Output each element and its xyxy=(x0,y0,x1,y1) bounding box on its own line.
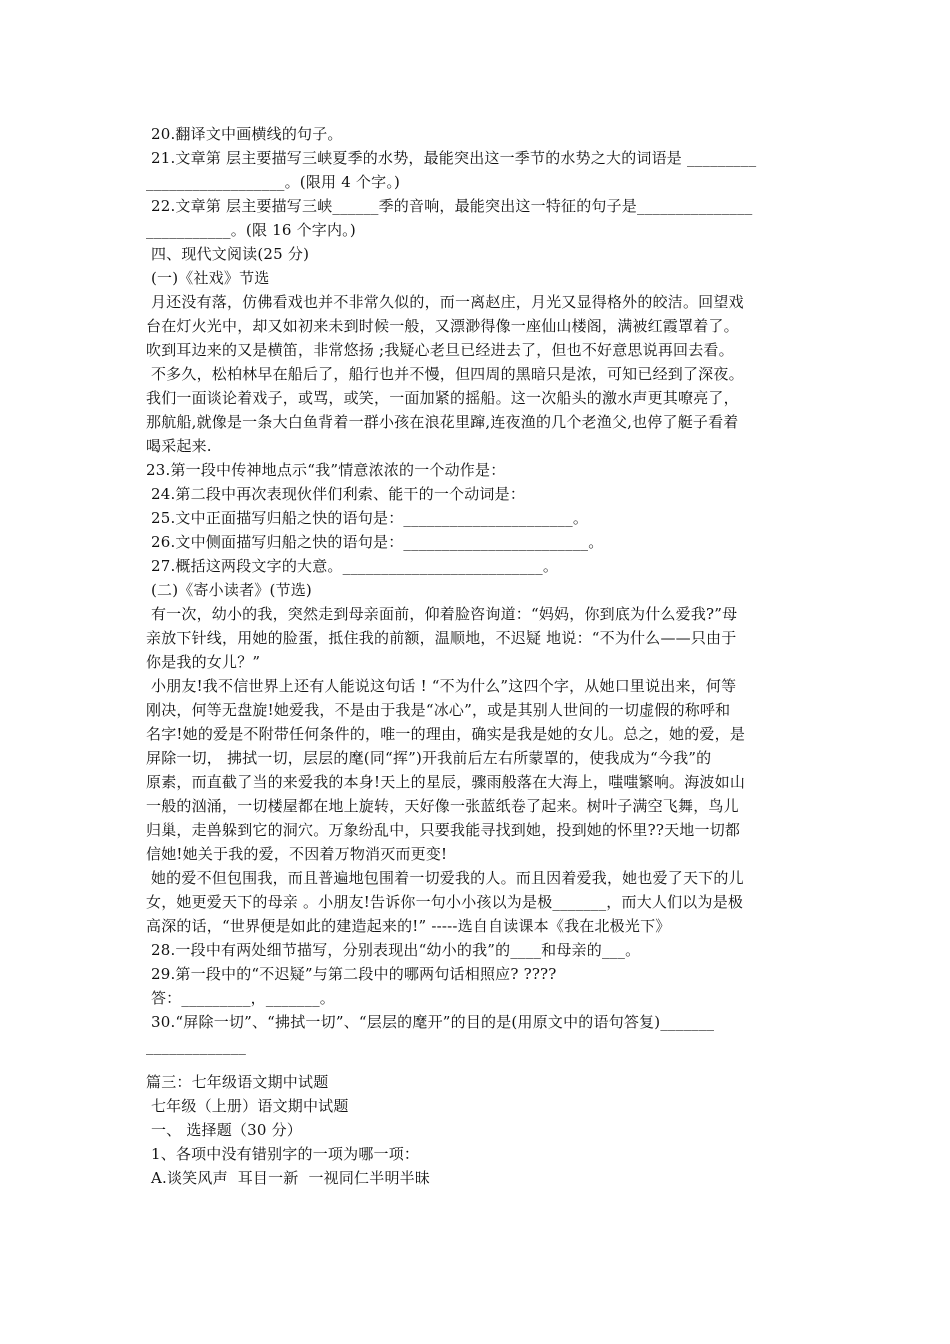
passage-1-line: 吹到耳边来的又是横笛，非常悠扬 ;我疑心老旦已经进去了，但也不好意思说再回去看。 xyxy=(146,341,734,359)
passage-2-line: 有一次，幼小的我，突然走到母亲面前，仰着脸咨询道：“妈妈，你到底为什么爱我?”母 xyxy=(146,605,738,623)
question-25: 25.文中正面描写归船之快的语句是：______________________。 xyxy=(146,509,589,527)
question-22: 22.文章第 层主要描写三峡______季的音响，最能突出这一特征的句子是_______________ xyxy=(146,197,753,215)
passage-2-line: 归巢，走兽躲到它的洞穴。万象纷乱中，只要我能寻找到她，投到她的怀里??天地一切都 xyxy=(146,821,741,839)
question-28: 28.一段中有两处细节描写，分别表现出“幼小的我”的____和母亲的___。 xyxy=(146,941,641,959)
section-gap xyxy=(146,1058,810,1070)
passage-2-line: 女，她更爱天下的母亲 。小朋友!告诉你一句小小孩以为是极_______，而大人们以为是极 xyxy=(146,893,744,911)
passage-2-line: 你是我的女儿？” xyxy=(146,653,261,671)
question-1: 1、各项中没有错别字的一项为哪一项： xyxy=(146,1145,420,1163)
question-24: 24.第二段中再次表现伙伴们利索、能干的一个动词是： xyxy=(146,485,526,503)
part-3-title: 篇三：七年级语文期中试题 xyxy=(146,1073,329,1091)
passage-2-line: 小朋友!我不信世界上还有人能说这句话 ! “不为什么”这四个字，从她口里说出来，何等 xyxy=(146,677,737,695)
passage-2-line: 名字!她的爱是不附带任何条件的，唯一的理由，确实是我是她的女儿。总之，她的爱，是 xyxy=(146,725,746,743)
passage-1-line: 我们一面谈论着戏子，或骂，或笑，一面加紧的摇船。这一次船头的激水声更其嘹亮了， xyxy=(146,389,739,407)
question-23: 23.第一段中传神地点示“我”情意浓浓的一个动作是： xyxy=(146,461,506,479)
passage-2-line: 原素，而直截了当的来爱我的本身!天上的星辰，骤雨般落在大海上，嗤嗤繁响。海波如山 xyxy=(146,773,746,791)
passage-2-line: 刚决，何等无盘旋!她爱我，不是由于我是“冰心”，或是其别人世间的一切虚假的称呼和 xyxy=(146,701,731,719)
question-26: 26.文中侧面描写归船之快的语句是：________________________。 xyxy=(146,533,604,551)
question-20: 20.翻译文中画横线的句子。 xyxy=(146,125,343,143)
passage-1-line: 不多久，松柏林早在船后了，船行也并不慢，但四周的黑暗只是浓，可知已经到了深夜。 xyxy=(146,365,744,383)
passage-1-line: 喝采起来. xyxy=(146,437,212,455)
passage-2-line: 一般的汹涌，一切楼屋都在地上旋转，天好像一张蓝纸卷了起来。树叶子满空飞舞，鸟儿 xyxy=(146,797,739,815)
exam-title: 七年级（上册）语文期中试题 xyxy=(146,1097,349,1115)
passage-2-title: (二)《寄小读者》(节选) xyxy=(146,581,312,599)
section-heading-4: 四、现代文阅读(25 分) xyxy=(146,245,310,263)
section-heading-1: 一、 选择题（30 分） xyxy=(146,1121,302,1139)
question-30: 30.“屏除一切”、“拂拭一切”、“层层的麾开”的目的是(用原文中的语句答复)_______ xyxy=(146,1013,715,1031)
question-21-cont: __________________。(限用 4 个字。) xyxy=(146,173,401,191)
passage-1-line: 台在灯火光中，却又如初来未到时候一般，又漂渺得像一座仙山楼阁，满被红霞罩着了。 xyxy=(146,317,739,335)
question-30-cont: _____________ xyxy=(146,1037,247,1055)
passage-1-title: (一)《社戏》节选 xyxy=(146,269,270,287)
passage-2-line: 亲放下针线，用她的脸蛋，抵住我的前额，温顺地，不迟疑 地说：“不为什么——只由于 xyxy=(146,629,737,647)
passage-2-line: 屏除一切， 拂拭一切，层层的麾(同“挥”)开我前后左右所蒙罩的，使我成为“今我”的 xyxy=(146,749,712,767)
passage-2-line: 她的爱不但包围我，而且普遍地包围着一切爱我的人。而且因着爱我，她也爱了天下的儿 xyxy=(146,869,744,887)
question-22-cont: ___________。(限 16 个字内。) xyxy=(146,221,356,239)
question-27: 27.概括这两段文字的大意。__________________________。 xyxy=(146,557,559,575)
passage-2-line: 信她!她关于我的爱，不因着万物消灭而更变! xyxy=(146,845,448,863)
document-page xyxy=(146,122,810,1190)
question-21: 21.文章第 层主要描写三峡夏季的水势，最能突出这一季节的水势之大的词语是 _________ xyxy=(146,149,757,167)
question-29: 29.第一段中的“不迟疑”与第二段中的哪两句话相照应? ???? xyxy=(146,965,557,983)
answer-29: 答：_________，_______。 xyxy=(146,989,335,1007)
option-a: A.谈笑风声 耳目一新 一视同仁半明半昧 xyxy=(146,1169,431,1187)
passage-1-line: 那航船,就像是一条大白鱼背着一群小孩在浪花里蹿,连夜渔的几个老渔父,也停了艇子看着 xyxy=(146,413,739,431)
passage-1-line: 月还没有落，仿佛看戏也并不非常久似的，而一离赵庄，月光又显得格外的皎洁。回望戏 xyxy=(146,293,744,311)
passage-2-source: 高深的话，“世界便是如此的建造起来的!” -----选自自读课本《我在北极光下》 xyxy=(146,917,671,935)
